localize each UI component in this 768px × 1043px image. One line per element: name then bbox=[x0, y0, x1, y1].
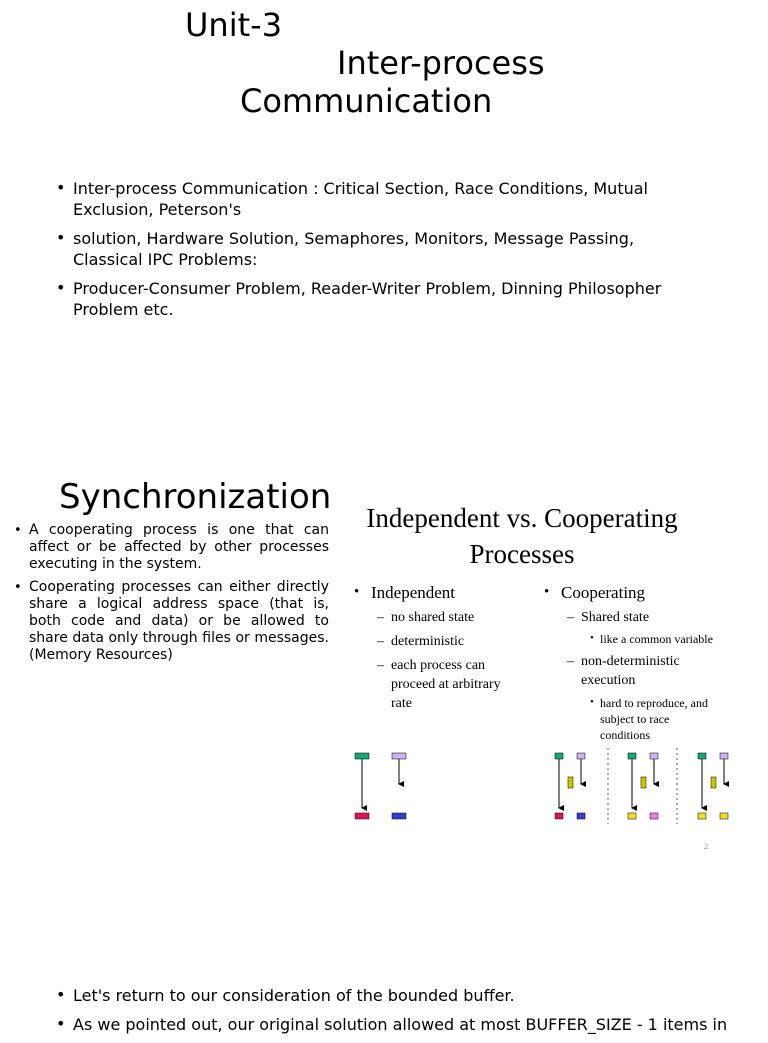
list-item: • Let's return to our consideration of the bounded buffer. bbox=[56, 985, 515, 1005]
cooperating-scenario-3 bbox=[698, 753, 728, 819]
cooperating-subitem: hard to reproduce, and bbox=[600, 696, 708, 710]
cooperating-subitem: subject to race bbox=[600, 712, 670, 726]
source-block bbox=[392, 753, 406, 759]
cooperating-heading: Cooperating bbox=[561, 583, 646, 602]
bullet-icon: • bbox=[56, 985, 66, 1004]
slide2-bullet-list bbox=[14, 522, 329, 670]
cooperating-scenario-1 bbox=[555, 753, 585, 819]
slide1-bullet-list bbox=[56, 178, 706, 328]
independent-heading: Independent bbox=[371, 583, 456, 602]
bullet-icon: • bbox=[590, 696, 594, 708]
process-diagram bbox=[340, 740, 740, 830]
result-block bbox=[720, 813, 728, 819]
cooperating-subitem: conditions bbox=[600, 728, 650, 742]
list-item: • Inter-process Communication : Critical Section, Race Conditions, Mutual Exclusion, Peterson's bbox=[56, 178, 648, 219]
bullet-icon: • bbox=[56, 1014, 66, 1033]
independent-process-diagram bbox=[355, 753, 406, 819]
cooperating-scenario-2 bbox=[628, 753, 658, 819]
slide1-title-line1: Unit-3 bbox=[185, 6, 283, 44]
independent-item: deterministic bbox=[391, 634, 465, 649]
slide3-bullet-list bbox=[56, 985, 756, 1043]
dash-icon: – bbox=[377, 610, 384, 625]
source-block bbox=[698, 753, 706, 759]
result-block bbox=[628, 813, 636, 819]
dash-icon: – bbox=[567, 654, 574, 669]
source-block bbox=[628, 753, 636, 759]
slide2-title: Synchronization bbox=[59, 477, 332, 517]
list-item: • solution, Hardware Solution, Semaphores, Monitors, Message Passing, Classical IPC Problems: bbox=[56, 228, 635, 269]
bullet-icon: • bbox=[14, 523, 22, 538]
list-item: • Producer-Consumer Problem, Reader-Writer Problem, Dinning Philosopher Problem etc. bbox=[56, 278, 662, 319]
list-item: • Cooperating processes can either directly share a logical address space (that is, both code and data) or be allowed to share data only through files or messages. (Memory Resources) bbox=[14, 579, 329, 663]
source-block bbox=[355, 753, 369, 759]
figure-page-number: 2 bbox=[704, 842, 708, 851]
slide1-title-line3: Communication bbox=[240, 82, 493, 120]
bullet-icon: • bbox=[56, 178, 66, 197]
result-block bbox=[355, 813, 369, 819]
slide2-title-clip bbox=[0, 470, 337, 524]
source-block bbox=[650, 753, 658, 759]
independent-item: rate bbox=[391, 696, 412, 711]
source-block bbox=[720, 753, 728, 759]
bullet-icon: • bbox=[56, 228, 66, 247]
list-item: • As we pointed out, our original solution allowed at most BUFFER_SIZE - 1 items in bbox=[56, 1014, 728, 1034]
figure-title-line1: Independent vs. Cooperating bbox=[366, 503, 678, 533]
dash-icon: – bbox=[377, 658, 384, 673]
cooperating-item: execution bbox=[581, 673, 636, 688]
dash-icon: – bbox=[567, 610, 574, 625]
bullet-icon: • bbox=[14, 580, 22, 595]
bullet-icon: • bbox=[544, 584, 550, 600]
shared-block bbox=[568, 777, 573, 788]
result-block bbox=[650, 813, 658, 819]
result-block bbox=[555, 813, 563, 819]
result-block bbox=[698, 813, 706, 819]
result-block bbox=[392, 813, 406, 819]
list-item: • A cooperating process is one that can affect or be affected by other processes executing in the system. bbox=[14, 522, 329, 572]
independent-item: each process can bbox=[391, 658, 486, 673]
bullet-icon: • bbox=[590, 632, 594, 644]
slide1-title-line2: Inter-process bbox=[337, 44, 545, 82]
figure-title-line2: Processes bbox=[469, 539, 575, 569]
shared-block bbox=[641, 777, 646, 788]
bullet-icon: • bbox=[354, 584, 360, 600]
result-block bbox=[577, 813, 585, 819]
bullet-icon: • bbox=[56, 278, 66, 297]
independent-item: proceed at arbitrary bbox=[391, 677, 501, 692]
independent-item: no shared state bbox=[391, 610, 475, 625]
cooperating-item: Shared state bbox=[581, 610, 650, 625]
source-block bbox=[577, 753, 585, 759]
cooperating-subitem: like a common variable bbox=[600, 632, 713, 646]
shared-block bbox=[711, 777, 716, 788]
cooperating-item: non-deterministic bbox=[581, 654, 680, 669]
independent-vs-cooperating-figure bbox=[340, 490, 760, 860]
source-block bbox=[555, 753, 563, 759]
dash-icon: – bbox=[377, 634, 384, 649]
